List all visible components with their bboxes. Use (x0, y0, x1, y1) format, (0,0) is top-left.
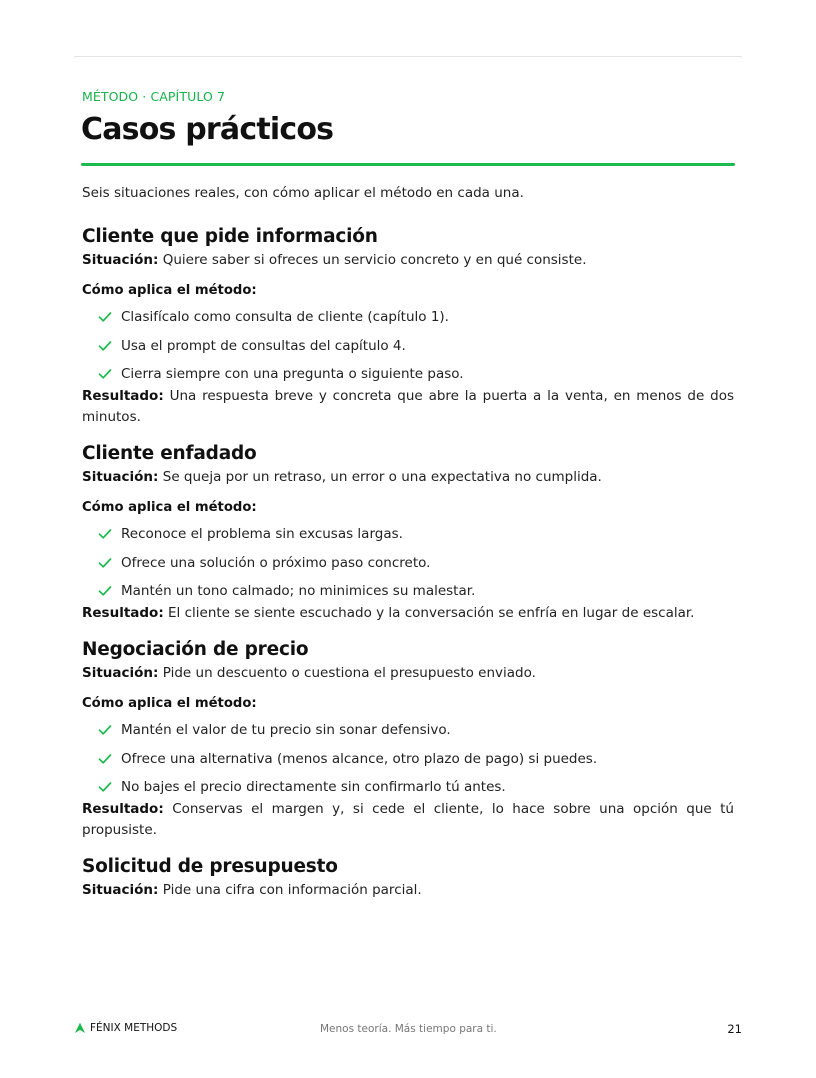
case-result (82, 386, 734, 428)
method-steps (82, 720, 734, 797)
case-title: Solicitud de presupuesto (82, 856, 338, 877)
case-situation (82, 467, 734, 488)
check-icon (98, 340, 112, 352)
check-icon (98, 781, 112, 793)
result-label: Resultado: (82, 605, 164, 621)
situation-label: Situación: (82, 665, 159, 681)
method-heading: Cómo aplica el método: (82, 696, 257, 711)
list-item (82, 336, 734, 356)
case-situation (82, 663, 734, 684)
check-icon (98, 753, 112, 765)
check-icon (98, 528, 112, 540)
chapter-eyebrow: MÉTODO · CAPÍTULO 7 (82, 89, 226, 104)
case-result (82, 603, 734, 624)
result-text: Una respuesta breve y concreta que abre la puerta a la venta, en menos de dos minutos. (82, 388, 734, 425)
result-text: Conservas el margen y, si cede el cliente, lo hace sobre una opción que tú propusiste. (82, 801, 734, 838)
page-number: 21 (727, 1022, 742, 1036)
result-label: Resultado: (82, 801, 164, 817)
list-item (82, 581, 734, 601)
page-footer (74, 1021, 742, 1039)
step-text: Ofrece una alternativa (menos alcance, otro plazo de pago) si puedes. (121, 750, 598, 767)
case-solicitud-presupuesto (82, 854, 734, 901)
situation-label: Situación: (82, 469, 159, 485)
page-title: Casos prácticos (81, 112, 334, 147)
situation-text: Se queja por un retraso, un error o una expectativa no cumplida. (162, 469, 602, 485)
step-text: Mantén un tono calmado; no minimices su malestar. (121, 583, 476, 599)
step-text: Ofrece una solución o próximo paso concreto. (121, 554, 431, 571)
step-text: Clasifícalo como consulta de cliente (capítulo 1). (121, 309, 449, 325)
top-divider (74, 56, 742, 57)
check-icon (98, 557, 112, 569)
phoenix-logo-icon (74, 1022, 86, 1034)
title-underline (81, 163, 735, 166)
method-heading: Cómo aplica el método: (82, 283, 257, 298)
result-label: Resultado: (82, 388, 164, 404)
check-icon (98, 311, 112, 323)
step-text: Cierra siempre con una pregunta o siguiente paso. (121, 366, 464, 382)
case-cliente-enfadado (82, 441, 734, 624)
situation-label: Situación: (82, 252, 159, 268)
list-item (82, 749, 734, 769)
step-text: No bajes el precio directamente sin confirmarlo tú antes. (121, 779, 506, 795)
case-title: Cliente enfadado (82, 443, 257, 464)
footer-tagline: Menos teoría. Más tiempo para ti. (320, 1023, 497, 1035)
method-steps (82, 524, 734, 601)
case-title: Cliente que pide información (82, 226, 378, 247)
brand-name: FÉNIX METHODS (90, 1022, 178, 1034)
check-icon (98, 724, 112, 736)
case-cliente-informacion (82, 224, 734, 428)
case-title: Negociación de precio (82, 639, 309, 660)
case-situation (82, 880, 734, 901)
result-text: El cliente se siente escuchado y la conversación se enfría en lugar de escalar. (168, 605, 695, 621)
list-item (82, 307, 734, 327)
list-item (82, 777, 734, 797)
method-steps (82, 307, 734, 384)
situation-label: Situación: (82, 882, 159, 898)
step-text: Reconoce el problema sin excusas largas. (121, 526, 403, 542)
case-negociacion-precio (82, 637, 734, 841)
list-item (82, 364, 734, 384)
intro-text: Seis situaciones reales, con cómo aplicar el método en cada una. (82, 185, 524, 201)
situation-text: Pide un descuento o cuestiona el presupuesto enviado. (162, 665, 536, 681)
list-item (82, 553, 734, 573)
case-result (82, 799, 734, 841)
check-icon (98, 368, 112, 380)
step-text: Usa el prompt de consultas del capítulo 4. (121, 337, 406, 354)
list-item (82, 524, 734, 544)
situation-text: Quiere saber si ofreces un servicio concreto y en qué consiste. (162, 252, 587, 268)
step-text: Mantén el valor de tu precio sin sonar defensivo. (121, 722, 451, 738)
footer-brand (74, 1022, 177, 1034)
check-icon (98, 585, 112, 597)
list-item (82, 720, 734, 740)
method-heading: Cómo aplica el método: (82, 500, 257, 515)
case-situation (82, 250, 734, 271)
situation-text: Pide una cifra con información parcial. (162, 882, 422, 898)
cases-content (82, 224, 734, 914)
